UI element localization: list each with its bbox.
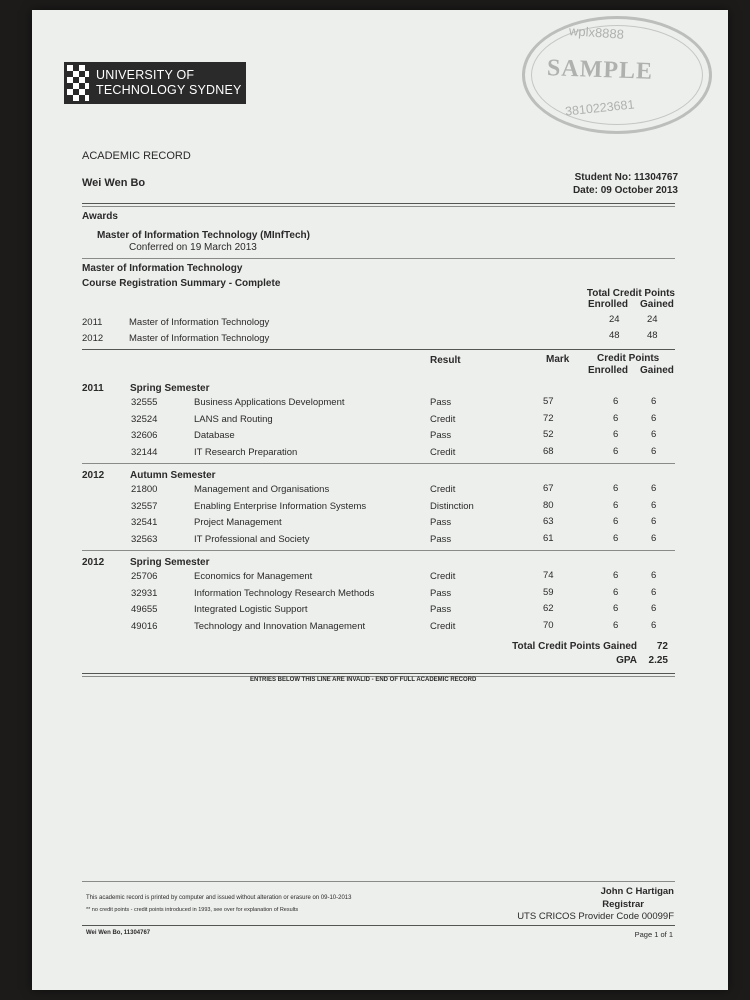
subject-mark: 57 (543, 396, 554, 407)
subject-title: Information Technology Research Methods (194, 588, 375, 599)
subject-title: Project Management (194, 517, 282, 528)
subject-mark: 70 (543, 620, 554, 631)
subject-result: Credit (430, 447, 456, 458)
course-row-gained: 24 (647, 314, 658, 325)
subject-mark: 68 (543, 446, 554, 457)
divider (82, 673, 675, 674)
subject-enrolled: 6 (613, 446, 619, 457)
subject-code: 25706 (131, 571, 158, 582)
subject-mark: 59 (543, 587, 554, 598)
course-row-enrolled: 48 (609, 330, 620, 341)
subject-result: Pass (430, 517, 452, 528)
subject-result: Credit (430, 621, 456, 632)
subject-enrolled: 6 (613, 570, 619, 581)
subject-title: LANS and Routing (194, 414, 273, 425)
award-degree: Master of Information Technology (MInfTech) (97, 230, 310, 241)
subject-code: 49016 (131, 621, 158, 632)
subject-code: 21800 (131, 484, 158, 495)
semester-year: 2012 (82, 557, 105, 568)
semester-name: Autumn Semester (130, 470, 216, 481)
course-summary-title: Course Registration Summary - Complete (82, 278, 281, 289)
subject-result: Pass (430, 397, 452, 408)
subject-code: 32541 (131, 517, 158, 528)
subject-mark: 67 (543, 483, 554, 494)
gained-header: Gained (640, 299, 674, 310)
semester-name: Spring Semester (130, 557, 210, 568)
cricos-code: UTS CRICOS Provider Code 00099F (517, 911, 674, 922)
course-row-year: 2011 (82, 317, 103, 328)
subject-code: 32931 (131, 588, 158, 599)
stamp-main-text: SAMPLE (546, 55, 654, 85)
subject-gained: 6 (651, 603, 657, 614)
subject-gained: 6 (651, 446, 657, 457)
awards-heading: Awards (82, 211, 118, 222)
subject-result: Pass (430, 604, 452, 615)
record-date: Date: 09 October 2013 (572, 185, 678, 196)
subject-enrolled: 6 (613, 413, 619, 424)
subject-gained: 6 (651, 413, 657, 424)
subject-title: Economics for Management (194, 571, 313, 582)
enrolled-header: Enrolled (588, 299, 629, 310)
subject-result: Credit (430, 484, 456, 495)
footer-note: This academic record is printed by computer and issued without alteration or erasure on 09-10-2013 (86, 895, 352, 901)
subject-mark: 80 (543, 500, 554, 511)
subject-gained: 6 (651, 570, 657, 581)
document-title: ACADEMIC RECORD (82, 150, 191, 162)
subject-enrolled: 6 (613, 429, 619, 440)
total-credit-label: Total Credit Points Gained (512, 641, 637, 652)
semester-year: 2012 (82, 470, 105, 481)
subject-gained: 6 (651, 429, 657, 440)
subject-title: Enabling Enterprise Information Systems (194, 501, 367, 512)
subject-mark: 62 (543, 603, 554, 614)
course-row-enrolled: 24 (609, 314, 620, 325)
gpa-label: GPA (616, 655, 637, 666)
invalid-entries-notice: ENTRIES BELOW THIS LINE ARE INVALID - END OF FULL ACADEMIC RECORD (250, 677, 477, 683)
stamp-top-text: wplx8888 (568, 23, 625, 42)
subject-gained: 6 (651, 533, 657, 544)
course-row-program: Master of Information Technology (129, 333, 270, 344)
subject-title: Database (194, 430, 235, 441)
footer-note: ** no credit points - credit points introduced in 1993, see over for explanation of Results (86, 907, 299, 913)
result-header: Result (430, 355, 461, 366)
divider (82, 550, 675, 551)
subject-enrolled: 6 (613, 603, 619, 614)
subject-enrolled: 6 (613, 483, 619, 494)
sample-stamp (522, 16, 712, 134)
registrar-title: Registrar (602, 899, 644, 910)
student-number: Student No: 11304767 (574, 172, 678, 183)
uts-logo-icon (66, 64, 90, 102)
uts-logo (64, 62, 246, 104)
subject-mark: 61 (543, 533, 554, 544)
subject-title: IT Research Preparation (194, 447, 298, 458)
subject-gained: 6 (651, 516, 657, 527)
subject-result: Pass (430, 588, 452, 599)
subject-enrolled: 6 (613, 396, 619, 407)
course-row-program: Master of Information Technology (129, 317, 270, 328)
subject-result: Pass (430, 534, 452, 545)
registrar-name: John C Hartigan (600, 886, 674, 897)
subject-title: Business Applications Development (194, 397, 345, 408)
total-credit-value: 72 (656, 641, 668, 652)
subject-title: Management and Organisations (194, 484, 330, 495)
enrolled-header: Enrolled (588, 365, 629, 376)
credit-points-header: Credit Points (597, 353, 660, 364)
mark-header: Mark (546, 354, 570, 365)
gpa-value: 2.25 (648, 655, 668, 666)
divider (82, 206, 675, 207)
subject-result: Distinction (430, 501, 474, 512)
subject-code: 32563 (131, 534, 158, 545)
university-name: UNIVERSITY OF TECHNOLOGY SYDNEY (96, 68, 242, 97)
subject-mark: 72 (543, 413, 554, 424)
subject-mark: 63 (543, 516, 554, 527)
subject-mark: 74 (543, 570, 554, 581)
course-row-gained: 48 (647, 330, 658, 341)
divider (82, 349, 675, 350)
subject-title: Technology and Innovation Management (194, 621, 366, 632)
subject-code: 32555 (131, 397, 158, 408)
subject-enrolled: 6 (613, 500, 619, 511)
subject-enrolled: 6 (613, 620, 619, 631)
subject-enrolled: 6 (613, 587, 619, 598)
subject-mark: 52 (543, 429, 554, 440)
student-name: Wei Wen Bo (82, 177, 146, 189)
stamp-bottom-text: 3810223681 (564, 97, 636, 119)
subject-gained: 6 (651, 500, 657, 511)
divider (82, 258, 675, 259)
subject-gained: 6 (651, 587, 657, 598)
subject-gained: 6 (651, 483, 657, 494)
subject-enrolled: 6 (613, 516, 619, 527)
subject-code: 32144 (131, 447, 158, 458)
subject-code: 32557 (131, 501, 158, 512)
subject-code: 49655 (131, 604, 158, 615)
subject-title: IT Professional and Society (194, 534, 310, 545)
subject-title: Integrated Logistic Support (194, 604, 308, 615)
semester-name: Spring Semester (130, 383, 210, 394)
total-credit-points-header: Total Credit Points (586, 288, 675, 299)
subject-result: Pass (430, 430, 452, 441)
subject-result: Credit (430, 414, 456, 425)
subject-gained: 6 (651, 620, 657, 631)
subject-result: Credit (430, 571, 456, 582)
subject-code: 32524 (131, 414, 158, 425)
divider (82, 881, 675, 882)
semester-year: 2011 (82, 383, 104, 394)
divider (82, 463, 675, 464)
award-conferred: Conferred on 19 March 2013 (129, 242, 257, 253)
gained-header: Gained (640, 365, 674, 376)
subject-gained: 6 (651, 396, 657, 407)
subject-code: 32606 (131, 430, 158, 441)
course-name: Master of Information Technology (82, 263, 243, 274)
page-number: Page 1 of 1 (634, 930, 673, 939)
divider (82, 203, 675, 204)
footer-student: Wei Wen Bo, 11304767 (86, 930, 151, 936)
course-row-year: 2012 (82, 333, 104, 344)
subject-enrolled: 6 (613, 533, 619, 544)
divider (82, 925, 675, 926)
